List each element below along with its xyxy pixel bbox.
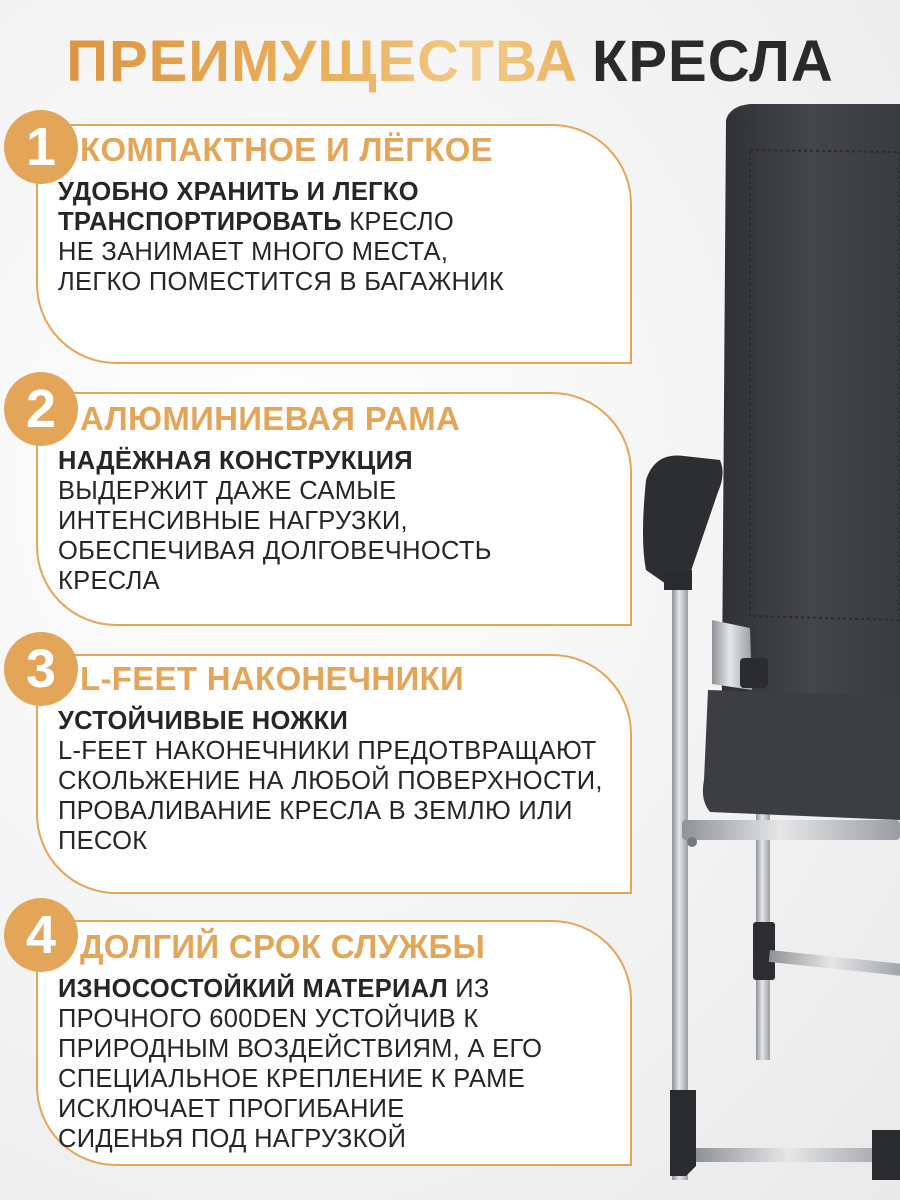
- description-bold-line: УСТОЙЧИВЫЕ НОЖКИ: [58, 707, 349, 735]
- feature-title: АЛЮМИНИЕВАЯ РАМА: [80, 400, 461, 437]
- title-accent: ПРЕИМУЩЕСТВА: [66, 29, 578, 94]
- feature-title: ДОЛГИЙ СРОК СЛУЖБЫ: [80, 928, 486, 965]
- feature-number-badge: 1: [4, 110, 78, 184]
- feature-number-badge: 3: [4, 632, 78, 706]
- crossbar: [682, 820, 900, 840]
- description-line: ИНТЕНСИВНЫЕ НАГРУЗКИ,: [58, 507, 408, 535]
- description-line: ОБЕСПЕЧИВАЯ ДОЛГОВЕЧНОСТЬ: [58, 537, 492, 565]
- description-line: СКОЛЬЖЕНИЕ НА ЛЮБОЙ ПОВЕРХНОСТИ,: [58, 767, 603, 795]
- feature-number-badge: 4: [4, 898, 78, 972]
- description-line: КРЕСЛА: [58, 567, 160, 595]
- feature-description: [58, 446, 598, 596]
- title-dark: КРЕСЛА: [591, 29, 834, 94]
- description-bold-line: ИЗНОСОСТОЙКИЙ МАТЕРИАЛ: [58, 975, 448, 1003]
- description-line: ИСКЛЮЧАЕТ ПРОГИБАНИЕ: [58, 1095, 405, 1123]
- feature-number-badge: 2: [4, 372, 78, 446]
- description-line: СПЕЦИАЛЬНОЕ КРЕПЛЕНИЕ К РАМЕ: [58, 1065, 526, 1093]
- description-inline-text: ИЗ: [455, 975, 490, 1003]
- description-line: ПРИРОДНЫМ ВОЗДЕЙСТВИЯМ, А ЕГО: [58, 1035, 543, 1063]
- feature-title: КОМПАКТНОЕ И ЛЁГКОЕ: [80, 131, 493, 168]
- description-line: ВЫДЕРЖИТ ДАЖЕ САМЫЕ: [58, 477, 397, 505]
- feature-description: [58, 974, 598, 1154]
- page-title: [0, 22, 900, 102]
- backrest: [722, 104, 900, 720]
- chair-image: [600, 100, 900, 1200]
- description-bold-line: НАДЁЖНАЯ КОНСТРУКЦИЯ: [58, 447, 413, 475]
- description-bold-line: УДОБНО ХРАНИТЬ И ЛЕГКО: [58, 178, 419, 206]
- description-line: ПЕСОК: [58, 827, 148, 855]
- feature-description: [58, 177, 598, 297]
- feature-description: [58, 706, 603, 856]
- description-line: ЛЕГКО ПОМЕСТИТСЯ В БАГАЖНИК: [58, 268, 505, 296]
- description-line: ПРОВАЛИВАНИЕ КРЕСЛА В ЗЕМЛЮ ИЛИ: [58, 797, 573, 825]
- description-line: СИДЕНЬЯ ПОД НАГРУЗКОЙ: [58, 1125, 407, 1153]
- seat: [703, 690, 900, 820]
- feature-title: L-FEET НАКОНЕЧНИКИ: [80, 660, 464, 697]
- description-line: НЕ ЗАНИМАЕТ МНОГО МЕСТА,: [58, 238, 449, 266]
- armrest: [643, 456, 723, 585]
- description-inline-text: КРЕСЛО: [349, 208, 455, 236]
- description-line: L-FEET НАКОНЕЧНИКИ ПРЕДОТВРАЩАЮТ: [58, 737, 597, 765]
- front-foot: [670, 1090, 696, 1176]
- description-bold-line: ТРАНСПОРТИРОВАТЬ: [58, 208, 342, 236]
- description-line: ПРОЧНОГО 600DEN УСТОЙЧИВ К: [58, 1005, 479, 1033]
